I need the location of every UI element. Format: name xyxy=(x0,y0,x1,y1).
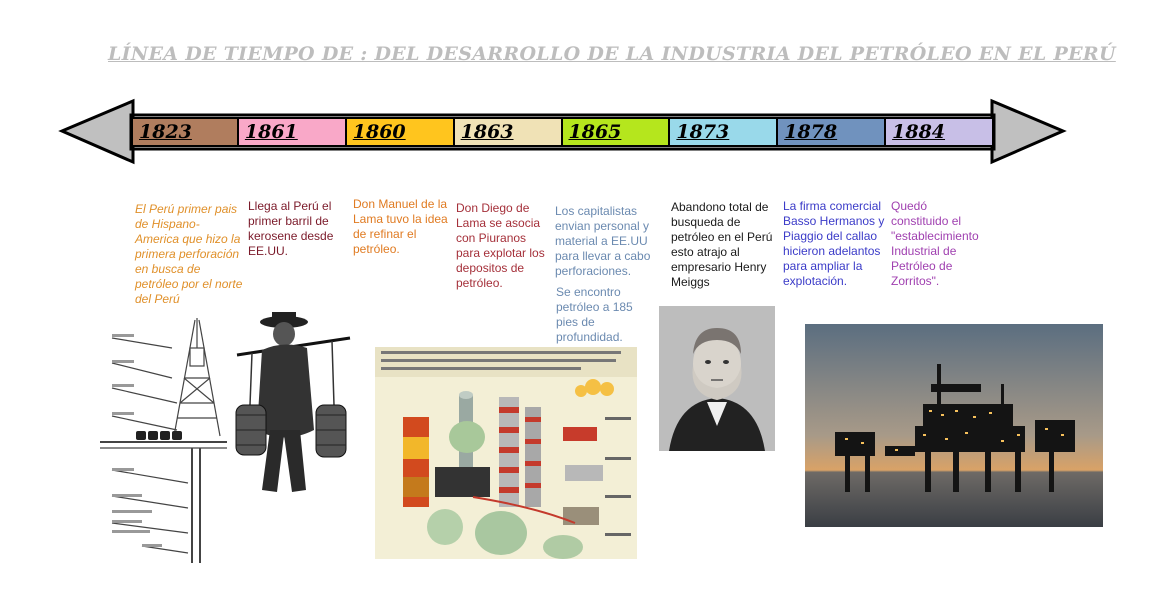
event-desc-1884: Quedó constituido el "establecimiento Industrial de Petróleo de Zorritos". xyxy=(891,199,979,288)
timeline-segment-1873 xyxy=(670,117,778,147)
offshore-platform-photo xyxy=(805,324,1103,527)
timeline-segment-1823 xyxy=(131,117,239,147)
left-arrow-head xyxy=(62,101,133,162)
event-desc-1863: Don Diego de Lama se asocia con Piuranos para explotar los depositos de petróleo. xyxy=(456,201,545,290)
henry-meiggs-portrait xyxy=(659,306,775,451)
timeline-segment-1861 xyxy=(239,117,347,147)
year-label: 1861 xyxy=(244,121,298,143)
right-arrow-head xyxy=(992,101,1063,162)
event-note-1865: Se encontro petróleo a 185 pies de profundidad. xyxy=(556,285,633,344)
event-desc-1865: Los capitalistas envian personal y material a EE.UU para llevar a cabo perforaciones. xyxy=(555,204,651,278)
timeline-segment-1884 xyxy=(886,117,994,147)
kerosene-carrier-engraving xyxy=(232,310,354,500)
event-desc-1861: Llega al Perú el primer barril de kerosene desde EE.UU. xyxy=(248,199,334,258)
oil-derrick-diagram xyxy=(92,318,232,566)
year-label: 1863 xyxy=(460,121,514,143)
timeline-segment-1865 xyxy=(563,117,671,147)
year-label: 1878 xyxy=(784,121,838,143)
timeline-bar xyxy=(0,0,1172,200)
timeline-segment-1878 xyxy=(778,117,886,147)
event-desc-1860: Don Manuel de la Lama tuvo la idea de refinar el petróleo. xyxy=(353,197,448,256)
event-desc-1823: El Perú primer pais de Hispano-America que hizo la primera perforación en busca de petróleo por el norte del Perú xyxy=(135,202,243,306)
year-label: 1865 xyxy=(568,121,622,143)
event-desc-1873: Abandono total de busqueda de petróleo en el Perú esto atrajo al empresario Henry Meiggs xyxy=(671,200,773,289)
year-label: 1884 xyxy=(892,121,946,143)
year-label: 1873 xyxy=(676,121,730,143)
year-label: 1823 xyxy=(139,121,192,143)
timeline-segment-1863 xyxy=(455,117,563,147)
timeline-segment-1860 xyxy=(347,117,455,147)
year-label: 1860 xyxy=(352,121,406,143)
refinery-process-diagram xyxy=(375,347,637,559)
event-desc-1878: La firma comercial Basso Hermanos y Piaggio del callao hicieron adelantos para ampliar la explotación. xyxy=(783,199,885,288)
page-title: LÍNEA DE TIEMPO DE : DEL DESARROLLO DE LA INDUSTRIA DEL PETRÓLEO EN EL PERÚ xyxy=(108,43,1116,65)
